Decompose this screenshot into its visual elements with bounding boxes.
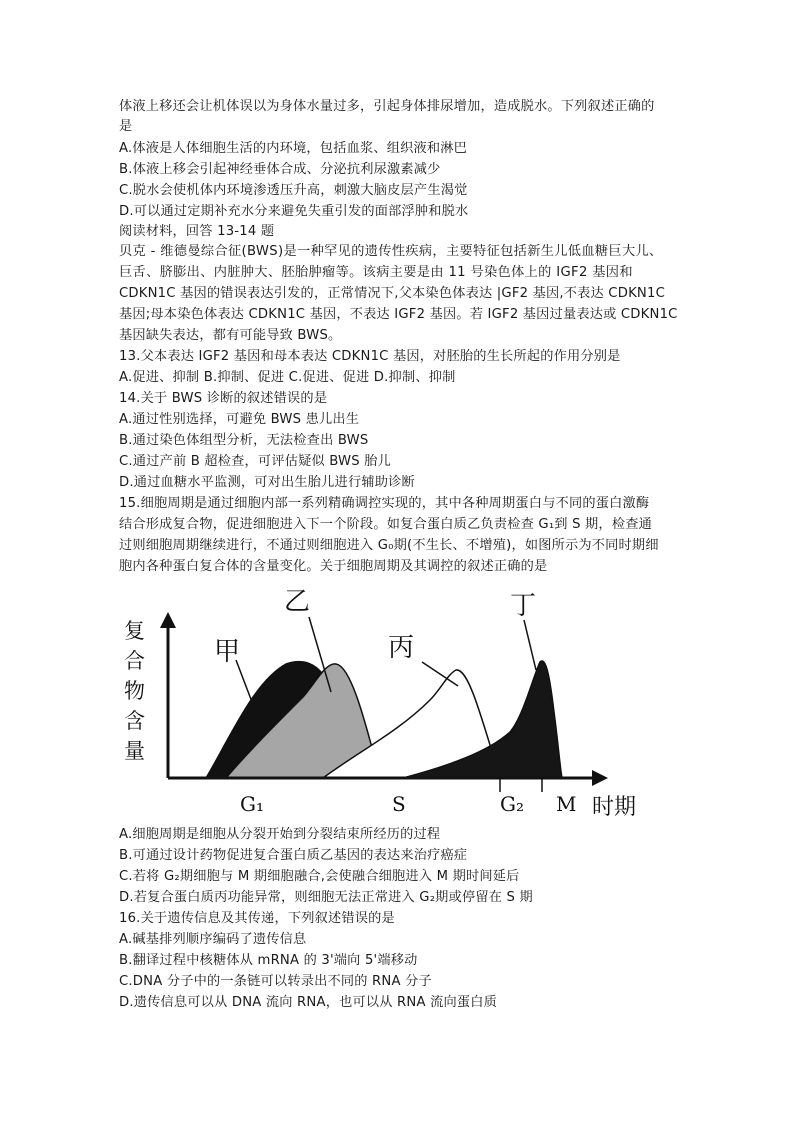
ylabel-char-2: 合	[124, 649, 145, 673]
ylabel-char-5: 量	[124, 739, 145, 763]
reading-heading: 阅读材料，回答 13-14 题	[119, 224, 275, 239]
q12-option-a: A.体液是人体细胞生活的内环境，包括血浆、组织液和淋巴	[119, 141, 468, 156]
q15-stem-line3: 过则细胞周期继续进行，不通过则细胞进入 G₀期(不生长、不增殖)，如图所示为不同时期细	[119, 538, 659, 553]
q16-option-a: A.碱基排列顺序编码了遗传信息	[119, 932, 307, 947]
q16-option-d: D.遗传信息可以从 DNA 流向 RNA，也可以从 RNA 流向蛋白质	[119, 995, 498, 1010]
q16-option-c: C.DNA 分子中的一条链可以转录出不同的 RNA 分子	[119, 974, 432, 989]
reading-paragraph-line3: CDKN1C 基因的错误表达引发的，正常情况下,父本染色体表达 |GF2 基因,不表达 CDKN1C	[119, 286, 665, 301]
y-axis-arrow	[160, 612, 176, 628]
q12-option-d: D.可以通过定期补充水分来避免失重引发的面部浮肿和脱水	[119, 204, 469, 219]
phase-g2: G₂	[500, 792, 524, 816]
q12-stem-line1: 体液上移还会让机体误以为身体水量过多，引起身体排尿增加，造成脱水。下列叙述正确的	[119, 99, 655, 114]
label-yi: 乙	[284, 587, 311, 617]
q14-option-d: D.通过血糖水平监测，可对出生胎儿进行辅助诊断	[119, 475, 415, 490]
phase-s: S	[392, 792, 406, 816]
reading-paragraph-line2: 巨舌、脐膨出、内脏肿大、胚胎肿瘤等。该病主要是由 11 号染色体上的 IGF2 基因和	[119, 265, 633, 280]
q15-option-b: B.可通过设计药物促进复合蛋白质乙基因的表达来治疗癌症	[119, 848, 468, 863]
q12-stem-line2: 是	[119, 119, 133, 134]
q13-stem: 13.父本表达 IGF2 基因和母本表达 CDKN1C 基因，对胚胎的生长所起的作用分别是	[119, 349, 621, 364]
reading-paragraph-line5: 基因缺失表达，都有可能导致 BWS。	[119, 328, 342, 343]
ylabel-char-3: 物	[124, 679, 145, 703]
q15-stem-line2: 结合形成复合物，促进细胞进入下一个阶段。如复合蛋白质乙负责检查 G₁到 S 期，检查通	[119, 517, 652, 532]
reading-paragraph-line4: 基因;母本染色体表达 CDKN1C 基因，不表达 IGF2 基因。若 IGF2 基因过量表达或 CDKN1C	[119, 307, 678, 322]
q14-option-c: C.通过产前 B 超检查，可评估疑似 BWS 胎儿	[119, 454, 392, 469]
x-axis-arrow	[592, 770, 608, 786]
label-jia: 甲	[214, 637, 241, 667]
q15-option-a: A.细胞周期是细胞从分裂开始到分裂结束所经历的过程	[119, 827, 441, 842]
q16-option-b: B.翻译过程中核糖体从 mRNA 的 3'端向 5'端移动	[119, 953, 418, 968]
q13-options: A.促进、抑制 B.抑制、促进 C.促进、促进 D.抑制、抑制	[119, 370, 456, 385]
phase-g1: G₁	[240, 792, 264, 816]
ylabel-char-4: 含	[124, 709, 145, 733]
q14-stem: 14.关于 BWS 诊断的叙述错误的是	[119, 391, 328, 406]
q12-option-b: B.体液上移会引起神经垂体合成、分泌抗利尿激素减少	[119, 162, 441, 177]
q15-option-d: D.若复合蛋白质丙功能异常，则细胞无法正常进入 G₂期或停留在 S 期	[119, 890, 533, 905]
phase-m: M	[556, 792, 577, 816]
cell-cycle-diagram	[118, 582, 658, 827]
q15-option-c: C.若将 G₂期细胞与 M 期细胞融合,会使融合细胞进入 M 期时间延后	[119, 869, 520, 884]
q12-option-c: C.脱水会使机体内环境渗透压升高，刺激大脑皮层产生渴觉	[119, 183, 468, 198]
q15-stem-line1: 15.细胞周期是通过细胞内部一系列精确调控实现的，其中各种周期蛋白与不同的蛋白激酶	[119, 496, 650, 511]
pointer-ding	[524, 620, 536, 670]
ylabel-char-1: 复	[124, 619, 145, 643]
q16-stem: 16.关于遗传信息及其传递，下列叙述错误的是	[119, 911, 395, 926]
q14-option-a: A.通过性别选择，可避免 BWS 患儿出生	[119, 412, 360, 427]
label-bing: 丙	[388, 633, 415, 663]
cell-cycle-figure	[118, 582, 658, 827]
q14-option-b: B.通过染色体组型分析，无法检查出 BWS	[119, 433, 369, 448]
q15-stem-line4: 胞内各种蛋白复合体的含量变化。关于细胞周期及其调控的叙述正确的是	[119, 559, 548, 574]
reading-paragraph-line1: 贝克 - 维德曼综合征(BWS)是一种罕见的遗传性疾病，主要特征包括新生儿低血糖巨大儿、	[119, 244, 663, 259]
xlabel: 时期	[592, 795, 637, 820]
label-ding: 丁	[510, 591, 537, 621]
